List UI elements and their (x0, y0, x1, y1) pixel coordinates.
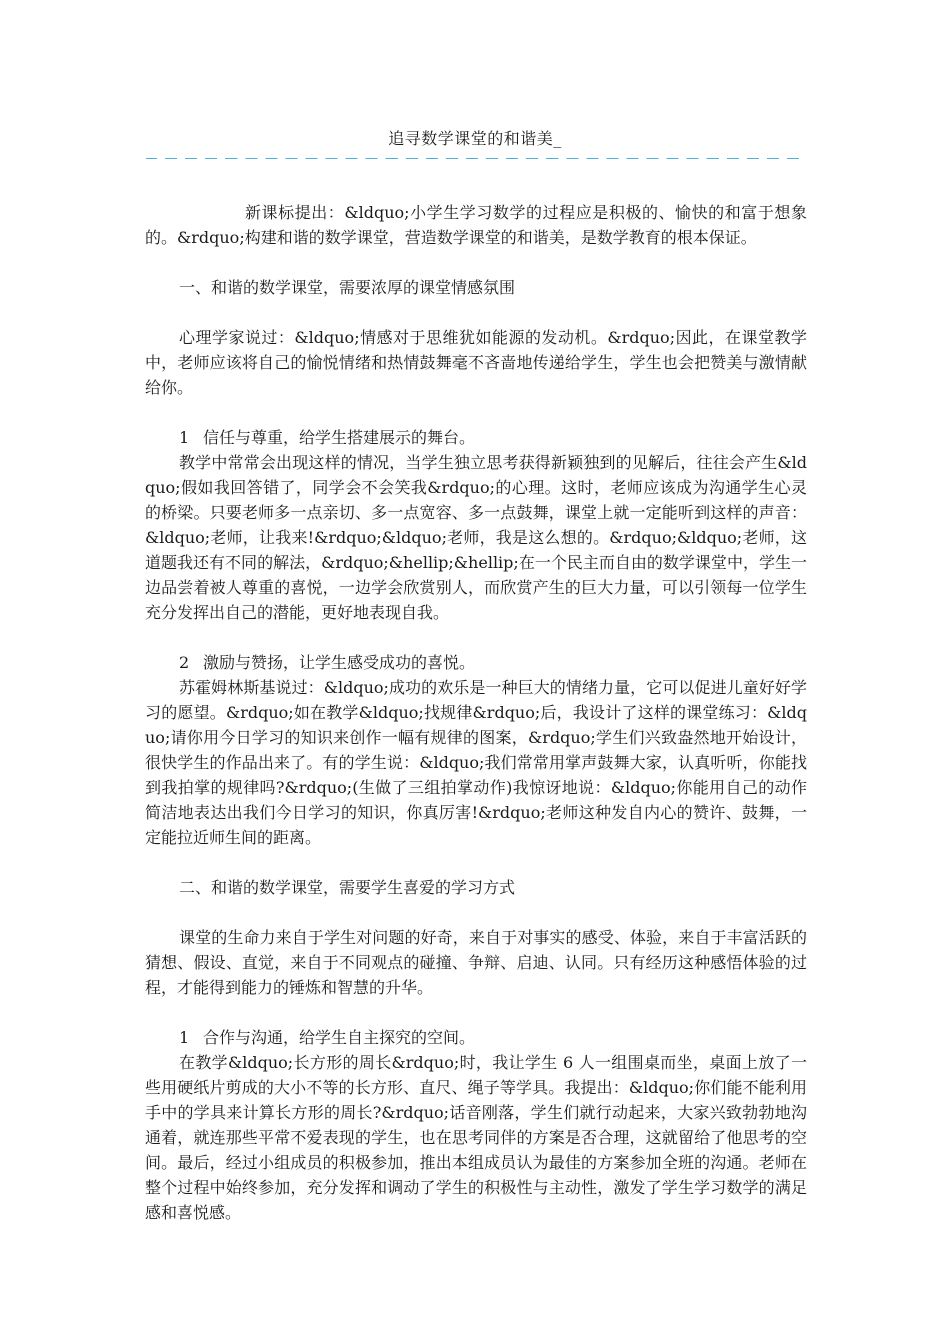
section-1-sub-2-heading (145, 650, 807, 675)
section-2-sub-1-title: 合作与沟通，给学生自主探究的空间。 (203, 1028, 476, 1047)
section-2-sub-1-number: 1 (179, 1028, 190, 1047)
section-1-sub-2-paragraph: 苏霍姆林斯基说过：&ldquo;成功的欢乐是一种巨大的情绪力量，它可以促进儿童好好学习的愿望。&rdquo;如在教学&ldquo;找规律&rdquo;后，我设计了这样的课堂练习：&ldquo;请你用今日学习的知识来创作一幅有规律的图案，&rdquo;学生们兴致盎然地开始设计，很快学生的作品出来了。有的学生说：&ldquo;我们常常用掌声鼓舞大家，认真听听，你能找到我拍掌的规律吗?&rdquo;(生做了三组拍掌动作)我惊讶地说：&ldquo;你能用自己的动作简洁地表达出我们今日学习的知识，你真厉害!&rdquo;老师这种发自内心的赞许、鼓舞，一定能拉近师生间的距离。 (145, 678, 807, 847)
section-2-heading: 二、和谐的数学课堂，需要学生喜爱的学习方式 (179, 878, 516, 897)
intro-paragraph: 新课标提出：&ldquo;小学生学习数学的过程应是积极的、愉快的和富于想象的。&rdquo;构建和谐的数学课堂，营造数学课堂的和谐美，是数学教育的根本保证。 (145, 203, 807, 247)
title-divider (146, 158, 800, 159)
section-1-sub-1-number: 1 (179, 428, 190, 447)
section-1-paragraph: 心理学家说过：&ldquo;情感对于思维犹如能源的发动机。&rdquo;因此，在课堂教学中，老师应该将自己的愉悦情绪和热情鼓舞毫不吝啬地传递给学生，学生也会把赞美与激情献给你。 (145, 328, 807, 397)
document-title: 追寻数学课堂的和谐美_ (388, 129, 562, 148)
section-1-sub-1-title: 信任与尊重，给学生搭建展示的舞台。 (203, 428, 476, 447)
section-2-sub-1-heading (145, 1025, 807, 1050)
document-body (145, 200, 807, 1225)
section-1-sub-2-title: 激励与赞扬，让学生感受成功的喜悦。 (203, 653, 476, 672)
section-1-sub-2-number: 2 (179, 653, 190, 672)
section-1-heading: 一、和谐的数学课堂，需要浓厚的课堂情感氛围 (179, 278, 516, 297)
section-1-sub-1-heading (145, 425, 807, 450)
section-1-sub-1-paragraph: 教学中常常会出现这样的情况，当学生独立思考获得新颖独到的见解后，往往会产生&ldquo;假如我回答错了，同学会不会笑我&rdquo;的心理。这时，老师应该成为沟通学生心灵的桥梁。只要老师多一点亲切、多一点宽容、多一点鼓舞，课堂上就一定能听到这样的声音：&ldquo;老师，让我来!&rdquo;&ldquo;老师，我是这么想的。&rdquo;&ldquo;老师，这道题我还有不同的解法，&rdquo;&hellip;&hellip;在一个民主而自由的数学课堂中，学生一边品尝着被人尊重的喜悦，一边学会欣赏别人，而欣赏产生的巨大力量，可以引领每一位学生充分发挥出自己的潜能，更好地表现自我。 (145, 453, 807, 622)
section-2-paragraph: 课堂的生命力来自于学生对问题的好奇，来自于对事实的感受、体验，来自于丰富活跃的猜想、假设、直觉，来自于不同观点的碰撞、争辩、启迪、认同。只有经历这种感悟体验的过程，才能得到能力的锤炼和智慧的升华。 (145, 928, 807, 997)
section-2-sub-1-paragraph: 在教学&ldquo;长方形的周长&rdquo;时，我让学生 6 人一组围桌而坐，桌面上放了一些用硬纸片剪成的大小不等的长方形、直尺、绳子等学具。我提出：&ldquo;你们能不能利用手中的学具来计算长方形的周长?&rdquo;话音刚落，学生们就行动起来，大家兴致勃勃地沟通着，就连那些平常不爱表现的学生，也在思考同伴的方案是否合理，这就留给了他思考的空间。最后，经过小组成员的积极参加，推出本组成员认为最佳的方案参加全班的沟通。老师在整个过程中始终参加，充分发挥和调动了学生的积极性与主动性，激发了学生学习数学的满足感和喜悦感。 (145, 1053, 807, 1222)
